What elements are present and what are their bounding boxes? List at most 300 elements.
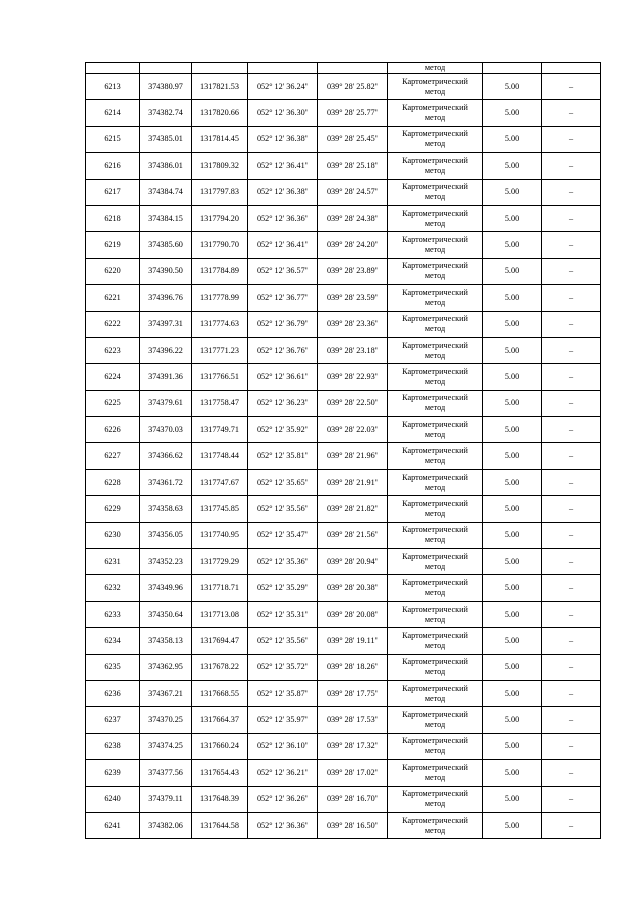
latitude-cell: 052° 12' 36.30" (248, 100, 318, 126)
point-number-cell: 6240 (86, 786, 140, 812)
latitude-cell: 052° 12' 35.65" (248, 469, 318, 495)
method-line-1: Картометрический (402, 261, 468, 271)
longitude-cell: 039° 28' 16.50" (318, 812, 388, 838)
x-coordinate-cell: 374358.13 (140, 628, 192, 654)
x-coordinate-cell: 374379.61 (140, 390, 192, 416)
accuracy-cell: 5.00 (483, 496, 542, 522)
method-line-1: Картометрический (402, 498, 468, 508)
method-cell (388, 179, 483, 205)
latitude-cell: 052° 12' 35.81" (248, 443, 318, 469)
y-coordinate-cell: 1317749.71 (192, 417, 248, 443)
latitude-cell: 052° 12' 36.41" (248, 232, 318, 258)
latitude-cell: 052° 12' 36.61" (248, 364, 318, 390)
x-coordinate-cell: 374385.01 (140, 126, 192, 152)
x-coordinate-cell: 374349.96 (140, 575, 192, 601)
x-coordinate-cell: 374397.31 (140, 311, 192, 337)
table-row (86, 311, 601, 337)
note-cell: – (542, 680, 601, 706)
coordinates-table (85, 62, 601, 839)
method-line-1: Картометрический (402, 76, 468, 86)
latitude-cell: 052° 12' 35.29" (248, 575, 318, 601)
note-cell: – (542, 786, 601, 812)
point-number-cell: 6213 (86, 74, 140, 100)
method-line-1: Картометрический (402, 103, 468, 113)
note-cell: – (542, 496, 601, 522)
y-coordinate-cell: 1317748.44 (192, 443, 248, 469)
note-cell: – (542, 74, 601, 100)
point-number-cell: 6235 (86, 654, 140, 680)
accuracy-cell: 5.00 (483, 628, 542, 654)
y-coordinate-cell: 1317809.32 (192, 153, 248, 179)
method-line-2: метод (424, 482, 446, 492)
accuracy-cell: 5.00 (483, 601, 542, 627)
note-cell: – (542, 469, 601, 495)
continuation-row (86, 63, 601, 74)
method-line-2: метод (424, 720, 446, 730)
method-line-2: метод (424, 165, 446, 175)
longitude-cell: 039° 28' 17.53" (318, 707, 388, 733)
note-cell: – (542, 100, 601, 126)
method-line-2: метод (424, 456, 446, 466)
x-coordinate-cell: 374380.97 (140, 74, 192, 100)
method-cell (388, 549, 483, 575)
accuracy-cell: 5.00 (483, 417, 542, 443)
method-line-1: Картометрический (402, 762, 468, 772)
method-line-1: Картометрический (402, 235, 468, 245)
note-cell: – (542, 549, 601, 575)
accuracy-cell: 5.00 (483, 311, 542, 337)
longitude-cell: 039° 28' 25.45" (318, 126, 388, 152)
note-cell: – (542, 179, 601, 205)
accuracy-cell: 5.00 (483, 680, 542, 706)
method-line-1: Картометрический (402, 182, 468, 192)
accuracy-cell: 5.00 (483, 337, 542, 363)
point-number-cell: 6231 (86, 549, 140, 575)
longitude-cell: 039° 28' 25.82" (318, 74, 388, 100)
method-line-2: метод (424, 799, 446, 809)
latitude-cell: 052° 12' 36.21" (248, 760, 318, 786)
x-coordinate-cell: 374370.03 (140, 417, 192, 443)
method-cell (388, 469, 483, 495)
longitude-cell: 039° 28' 21.91" (318, 469, 388, 495)
table-row (86, 575, 601, 601)
y-coordinate-cell: 1317747.67 (192, 469, 248, 495)
y-coordinate-cell: 1317821.53 (192, 74, 248, 100)
method-cell (388, 575, 483, 601)
method-line-2: метод (424, 297, 446, 307)
longitude-cell: 039° 28' 20.08" (318, 601, 388, 627)
latitude-cell: 052° 12' 35.47" (248, 522, 318, 548)
table-row (86, 443, 601, 469)
method-cell (388, 733, 483, 759)
method-line-1: Картометрический (402, 525, 468, 535)
latitude-cell: 052° 12' 36.36" (248, 812, 318, 838)
x-coordinate-cell: 374379.11 (140, 786, 192, 812)
longitude-cell: 039° 28' 17.75" (318, 680, 388, 706)
latitude-cell: 052° 12' 35.36" (248, 549, 318, 575)
method-line-2: метод (424, 113, 446, 123)
y-coordinate-cell: 1317729.29 (192, 549, 248, 575)
y-coordinate-cell: 1317740.95 (192, 522, 248, 548)
y-coordinate-cell: 1317745.85 (192, 496, 248, 522)
longitude-cell: 039° 28' 20.38" (318, 575, 388, 601)
method-line-1: Картометрический (402, 736, 468, 746)
x-coordinate-cell: 374382.74 (140, 100, 192, 126)
table-row (86, 74, 601, 100)
method-line-2: метод (424, 588, 446, 598)
longitude-cell: 039° 28' 18.26" (318, 654, 388, 680)
y-coordinate-cell: 1317648.39 (192, 786, 248, 812)
x-coordinate-cell: 374384.74 (140, 179, 192, 205)
note-cell: – (542, 390, 601, 416)
method-line-2: метод (424, 324, 446, 334)
table-row (86, 364, 601, 390)
point-number-cell: 6225 (86, 390, 140, 416)
x-coordinate-cell: 374370.25 (140, 707, 192, 733)
table-row (86, 417, 601, 443)
longitude-cell: 039° 28' 19.11" (318, 628, 388, 654)
longitude-cell: 039° 28' 22.03" (318, 417, 388, 443)
longitude-cell: 039° 28' 22.93" (318, 364, 388, 390)
y-coordinate-cell: 1317820.66 (192, 100, 248, 126)
method-line-1: Картометрический (402, 551, 468, 561)
method-cell (388, 443, 483, 469)
method-line-1: Картометрический (402, 314, 468, 324)
table-row (86, 522, 601, 548)
latitude-cell: 052° 12' 36.23" (248, 390, 318, 416)
method-line-2: метод (424, 271, 446, 281)
longitude-cell: 039° 28' 20.94" (318, 549, 388, 575)
longitude-cell: 039° 28' 23.59" (318, 285, 388, 311)
method-line-2: метод (424, 746, 446, 756)
method-line-2: метод (424, 535, 446, 545)
method-line-1: Картометрический (402, 657, 468, 667)
note-cell: – (542, 654, 601, 680)
method-line-1: Картометрический (402, 366, 468, 376)
table-row (86, 628, 601, 654)
method-line-2: метод (424, 825, 446, 835)
longitude-cell: 039° 28' 24.57" (318, 179, 388, 205)
accuracy-cell: 5.00 (483, 100, 542, 126)
y-coordinate-cell: 1317766.51 (192, 364, 248, 390)
point-number-cell: 6218 (86, 205, 140, 231)
latitude-cell: 052° 12' 35.97" (248, 707, 318, 733)
x-coordinate-cell: 374377.56 (140, 760, 192, 786)
method-line-1: Картометрический (402, 419, 468, 429)
longitude-cell: 039° 28' 24.20" (318, 232, 388, 258)
note-cell: – (542, 575, 601, 601)
point-number-cell: 6227 (86, 443, 140, 469)
longitude-cell: 039° 28' 17.32" (318, 733, 388, 759)
note-cell: – (542, 443, 601, 469)
point-number-cell: 6224 (86, 364, 140, 390)
note-cell: – (542, 601, 601, 627)
note-cell: – (542, 522, 601, 548)
note-cell: – (542, 205, 601, 231)
method-line-2: метод (424, 350, 446, 360)
point-number-cell: 6233 (86, 601, 140, 627)
method-cell (388, 337, 483, 363)
y-coordinate-cell: 1317784.89 (192, 258, 248, 284)
longitude-cell: 039° 28' 22.50" (318, 390, 388, 416)
latitude-cell: 052° 12' 36.38" (248, 126, 318, 152)
table-row (86, 179, 601, 205)
point-number-cell: 6232 (86, 575, 140, 601)
y-coordinate-cell: 1317644.58 (192, 812, 248, 838)
method-cell (388, 707, 483, 733)
point-number-cell: 6228 (86, 469, 140, 495)
x-coordinate-cell: 374352.23 (140, 549, 192, 575)
point-number-cell: 6217 (86, 179, 140, 205)
table-row (86, 549, 601, 575)
method-line-2: метод (424, 614, 446, 624)
x-coordinate-cell: 374358.63 (140, 496, 192, 522)
x-coordinate-cell: 374374.25 (140, 733, 192, 759)
longitude-cell: 039° 28' 25.18" (318, 153, 388, 179)
method-line-1: Картометрический (402, 683, 468, 693)
y-coordinate-cell: 1317664.37 (192, 707, 248, 733)
x-coordinate-cell: 374362.95 (140, 654, 192, 680)
method-line-1: Картометрический (402, 604, 468, 614)
note-cell: – (542, 760, 601, 786)
latitude-cell: 052° 12' 35.92" (248, 417, 318, 443)
table-row (86, 153, 601, 179)
point-number-cell: 6214 (86, 100, 140, 126)
x-coordinate-cell: 374361.72 (140, 469, 192, 495)
table-row (86, 258, 601, 284)
x-coordinate-cell: 374391.36 (140, 364, 192, 390)
note-cell: – (542, 628, 601, 654)
method-cell (388, 496, 483, 522)
table-row (86, 285, 601, 311)
table-row (86, 126, 601, 152)
point-number-cell: 6222 (86, 311, 140, 337)
method-line-2: метод (424, 376, 446, 386)
latitude-cell: 052° 12' 35.56" (248, 496, 318, 522)
x-coordinate-cell: 374386.01 (140, 153, 192, 179)
y-coordinate-cell: 1317778.99 (192, 285, 248, 311)
method-cell (388, 74, 483, 100)
y-coordinate-cell: 1317713.08 (192, 601, 248, 627)
table-row (86, 337, 601, 363)
latitude-cell: 052° 12' 36.57" (248, 258, 318, 284)
method-line-1: Картометрический (402, 472, 468, 482)
method-line-2: метод (424, 139, 446, 149)
y-coordinate-cell: 1317678.22 (192, 654, 248, 680)
method-cell (388, 232, 483, 258)
method-line-1: Картометрический (402, 446, 468, 456)
method-line-2: метод (424, 561, 446, 571)
point-number-cell: 6229 (86, 496, 140, 522)
y-coordinate-cell: 1317790.70 (192, 232, 248, 258)
method-cell (388, 285, 483, 311)
y-coordinate-cell: 1317758.47 (192, 390, 248, 416)
method-line-2: метод (424, 245, 446, 255)
longitude-cell: 039° 28' 25.77" (318, 100, 388, 126)
table-row (86, 760, 601, 786)
longitude-cell: 039° 28' 23.18" (318, 337, 388, 363)
point-number-cell: 6220 (86, 258, 140, 284)
point-number-cell: 6221 (86, 285, 140, 311)
accuracy-cell: 5.00 (483, 443, 542, 469)
accuracy-cell: 5.00 (483, 760, 542, 786)
method-cell (388, 812, 483, 838)
method-cell (388, 680, 483, 706)
y-coordinate-cell: 1317771.23 (192, 337, 248, 363)
method-line-1: Картометрический (402, 815, 468, 825)
method-line-1: Картометрический (402, 340, 468, 350)
table-row (86, 707, 601, 733)
longitude-cell: 039° 28' 16.70" (318, 786, 388, 812)
method-line-1: Картометрический (402, 208, 468, 218)
table-row (86, 205, 601, 231)
longitude-cell: 039° 28' 24.38" (318, 205, 388, 231)
point-number-cell: 6234 (86, 628, 140, 654)
table-row (86, 100, 601, 126)
y-coordinate-cell: 1317654.43 (192, 760, 248, 786)
method-cell (388, 100, 483, 126)
method-cell (388, 205, 483, 231)
method-cell (388, 126, 483, 152)
method-line-2: метод (424, 86, 446, 96)
y-coordinate-cell: 1317797.83 (192, 179, 248, 205)
latitude-cell: 052° 12' 35.72" (248, 654, 318, 680)
point-number-cell: 6226 (86, 417, 140, 443)
longitude-cell: 039° 28' 21.82" (318, 496, 388, 522)
accuracy-cell: 5.00 (483, 74, 542, 100)
x-coordinate-cell: 374350.64 (140, 601, 192, 627)
method-cell (388, 364, 483, 390)
point-number-cell: 6237 (86, 707, 140, 733)
x-coordinate-cell: 374390.50 (140, 258, 192, 284)
accuracy-cell: 5.00 (483, 786, 542, 812)
accuracy-cell: 5.00 (483, 258, 542, 284)
method-line-2: метод (424, 772, 446, 782)
table-row (86, 733, 601, 759)
accuracy-cell: 5.00 (483, 522, 542, 548)
y-coordinate-cell: 1317668.55 (192, 680, 248, 706)
accuracy-cell: 5.00 (483, 179, 542, 205)
latitude-cell: 052° 12' 36.38" (248, 179, 318, 205)
note-cell: – (542, 258, 601, 284)
x-coordinate-cell: 374396.22 (140, 337, 192, 363)
method-line-2: метод (424, 693, 446, 703)
accuracy-cell: 5.00 (483, 390, 542, 416)
method-cell (388, 390, 483, 416)
latitude-cell: 052° 12' 36.79" (248, 311, 318, 337)
method-line-1: Картометрический (402, 578, 468, 588)
method-line-2: метод (424, 640, 446, 650)
method-cell (388, 153, 483, 179)
x-coordinate-cell: 374382.06 (140, 812, 192, 838)
method-cell (388, 786, 483, 812)
latitude-cell: 052° 12' 36.10" (248, 733, 318, 759)
method-cell (388, 258, 483, 284)
point-number-cell: 6223 (86, 337, 140, 363)
accuracy-cell: 5.00 (483, 205, 542, 231)
method-cell (388, 522, 483, 548)
method-line-1: Картометрический (402, 155, 468, 165)
point-number-cell: 6241 (86, 812, 140, 838)
longitude-cell: 039° 28' 17.02" (318, 760, 388, 786)
y-coordinate-cell: 1317660.24 (192, 733, 248, 759)
method-line-2: метод (424, 192, 446, 202)
x-coordinate-cell: 374366.62 (140, 443, 192, 469)
y-coordinate-cell: 1317814.45 (192, 126, 248, 152)
method-line-1: Картометрический (402, 393, 468, 403)
accuracy-cell: 5.00 (483, 285, 542, 311)
y-coordinate-cell: 1317794.20 (192, 205, 248, 231)
accuracy-cell: 5.00 (483, 575, 542, 601)
table-row (86, 469, 601, 495)
accuracy-cell: 5.00 (483, 126, 542, 152)
point-number-cell: 6215 (86, 126, 140, 152)
latitude-cell: 052° 12' 35.56" (248, 628, 318, 654)
note-cell: – (542, 707, 601, 733)
point-number-cell: 6230 (86, 522, 140, 548)
method-cell (388, 601, 483, 627)
method-line-2: метод (424, 508, 446, 518)
table-row (86, 601, 601, 627)
accuracy-cell: 5.00 (483, 469, 542, 495)
x-coordinate-cell: 374385.60 (140, 232, 192, 258)
accuracy-cell: 5.00 (483, 654, 542, 680)
y-coordinate-cell: 1317718.71 (192, 575, 248, 601)
latitude-cell: 052° 12' 36.41" (248, 153, 318, 179)
continuation-text: метод (388, 63, 483, 74)
method-line-2: метод (424, 218, 446, 228)
point-number-cell: 6238 (86, 733, 140, 759)
table-row (86, 654, 601, 680)
accuracy-cell: 5.00 (483, 812, 542, 838)
method-line-2: метод (424, 667, 446, 677)
latitude-cell: 052° 12' 36.36" (248, 205, 318, 231)
latitude-cell: 052° 12' 36.76" (248, 337, 318, 363)
x-coordinate-cell: 374356.05 (140, 522, 192, 548)
note-cell: – (542, 417, 601, 443)
latitude-cell: 052° 12' 36.26" (248, 786, 318, 812)
note-cell: – (542, 232, 601, 258)
accuracy-cell: 5.00 (483, 707, 542, 733)
latitude-cell: 052° 12' 36.24" (248, 74, 318, 100)
y-coordinate-cell: 1317694.47 (192, 628, 248, 654)
note-cell: – (542, 285, 601, 311)
table-row (86, 232, 601, 258)
table-row (86, 812, 601, 838)
method-cell (388, 311, 483, 337)
longitude-cell: 039° 28' 21.96" (318, 443, 388, 469)
note-cell: – (542, 126, 601, 152)
method-line-1: Картометрический (402, 287, 468, 297)
point-number-cell: 6216 (86, 153, 140, 179)
y-coordinate-cell: 1317774.63 (192, 311, 248, 337)
x-coordinate-cell: 374396.76 (140, 285, 192, 311)
latitude-cell: 052° 12' 35.31" (248, 601, 318, 627)
method-cell (388, 417, 483, 443)
method-line-1: Картометрический (402, 789, 468, 799)
accuracy-cell: 5.00 (483, 364, 542, 390)
method-cell (388, 654, 483, 680)
note-cell: – (542, 812, 601, 838)
method-line-2: метод (424, 403, 446, 413)
table-row (86, 786, 601, 812)
table-row (86, 496, 601, 522)
accuracy-cell: 5.00 (483, 733, 542, 759)
note-cell: – (542, 153, 601, 179)
method-cell (388, 760, 483, 786)
accuracy-cell: 5.00 (483, 232, 542, 258)
method-line-1: Картометрический (402, 710, 468, 720)
